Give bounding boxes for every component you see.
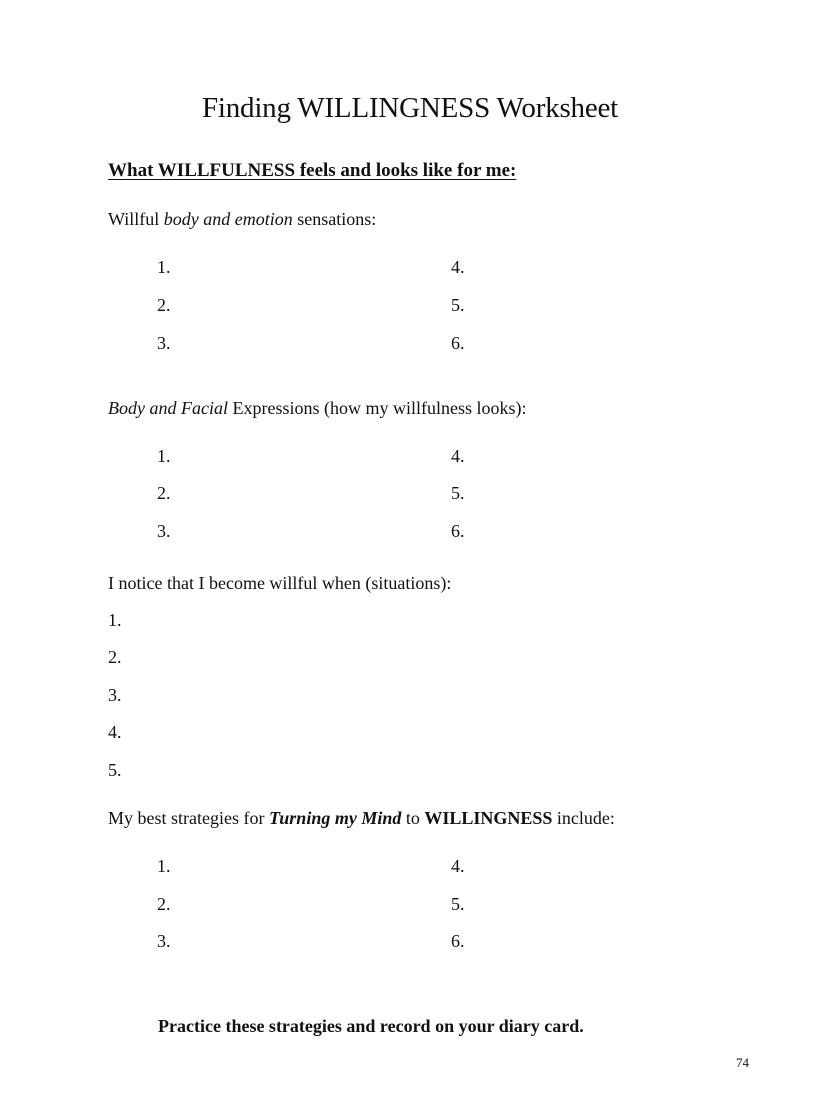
expressions-item: 6. <box>451 521 465 541</box>
situations-item: 3. <box>108 685 122 705</box>
expressions-item: 2. <box>157 483 171 503</box>
page-title: Finding WILLINGNESS Worksheet <box>201 92 619 124</box>
strategies-item: 5. <box>451 894 465 914</box>
expressions-item: 5. <box>451 483 465 503</box>
sensations-item: 5. <box>451 295 465 315</box>
strategies-label <box>108 808 615 829</box>
strategies-item: 4. <box>451 856 465 876</box>
sensations-item: 4. <box>451 257 465 277</box>
strategies-item: 2. <box>157 894 171 914</box>
section-heading: What WILLFULNESS feels and looks like for me: <box>108 160 517 181</box>
page-number: 74 <box>736 1055 749 1070</box>
strategies-label-prefix: My best strategies for <box>108 808 269 828</box>
sensations-item: 2. <box>157 295 171 315</box>
situations-item: 4. <box>108 722 122 742</box>
footer-note: Practice these strategies and record on your diary card. <box>158 1016 584 1036</box>
expressions-item: 4. <box>451 446 465 466</box>
strategies-label-emphasis: Turning my Mind <box>268 808 402 828</box>
sensations-item: 1. <box>157 257 171 277</box>
strategies-item: 3. <box>157 931 171 951</box>
situations-label: I notice that I become willful when (situations): <box>108 573 452 593</box>
strategies-label-bold: WILLINGNESS <box>424 808 553 828</box>
sensations-label-prefix: Willful <box>108 209 164 229</box>
situations-item: 1. <box>108 610 122 630</box>
expressions-label <box>108 398 526 419</box>
expressions-item: 3. <box>157 521 171 541</box>
expressions-label-suffix: Expressions (how my willfulness looks): <box>227 398 527 418</box>
sensations-item: 6. <box>451 333 465 353</box>
situations-item: 2. <box>108 647 122 667</box>
strategies-item: 6. <box>451 931 465 951</box>
strategies-label-suffix: include: <box>552 808 615 828</box>
strategies-label-middle: to <box>401 808 425 828</box>
situations-item: 5. <box>108 760 122 780</box>
strategies-item: 1. <box>157 856 171 876</box>
sensations-label <box>108 209 376 230</box>
expressions-label-emphasis: Body and Facial <box>108 398 228 418</box>
sensations-label-emphasis: body and emotion <box>163 209 293 229</box>
expressions-item: 1. <box>157 446 171 466</box>
sensations-item: 3. <box>157 333 171 353</box>
sensations-label-suffix: sensations: <box>292 209 377 229</box>
